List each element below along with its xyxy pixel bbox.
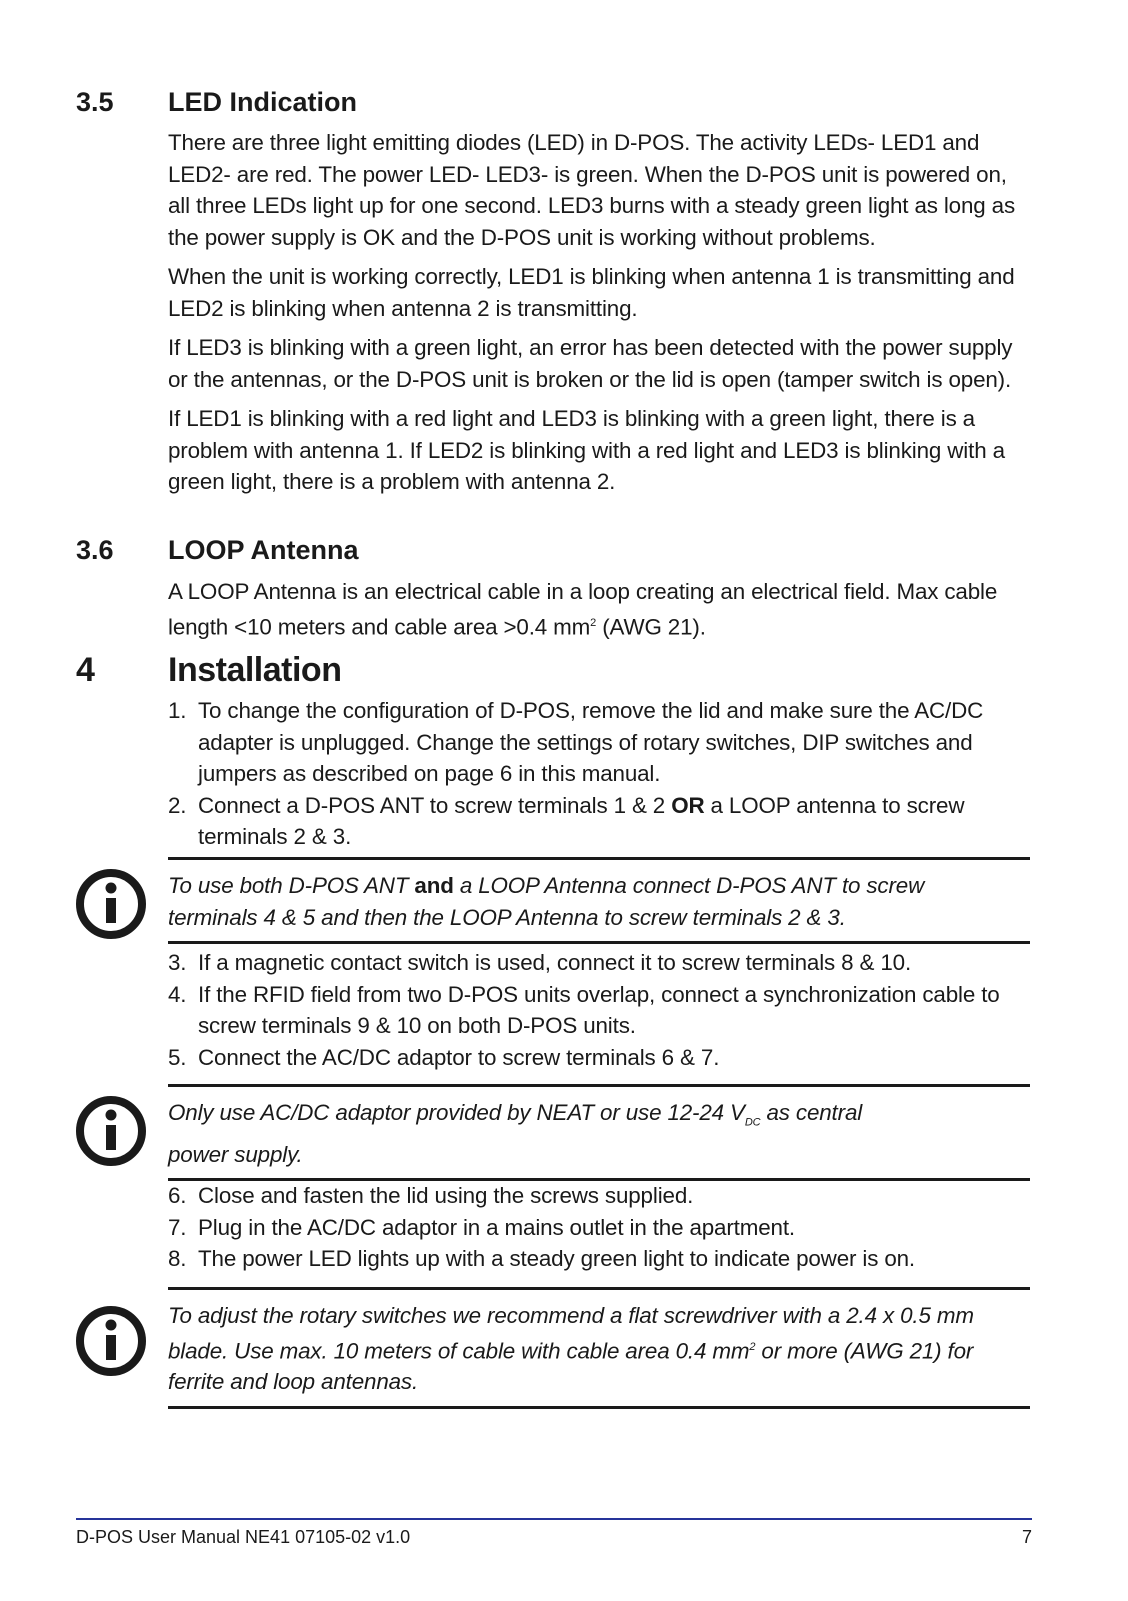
page-number: 7 xyxy=(1021,1527,1032,1547)
info-icon xyxy=(74,867,148,941)
text-part: a LOOP antenna to screw terminals 2 & 3. xyxy=(198,792,965,849)
list-item xyxy=(168,1180,1034,1212)
text-part: To use both D-POS ANT xyxy=(168,873,415,898)
step-text: Connect the AC/DC adaptor to screw terminals 6 & 7. xyxy=(198,1044,720,1070)
loop-antenna-body xyxy=(168,576,1034,650)
step-text: If a magnetic contact switch is used, connect it to screw terminals 8 & 10. xyxy=(198,950,912,975)
step-number: 5. xyxy=(168,1044,187,1070)
step-number: 4. xyxy=(168,981,187,1007)
step-text: Plug in the AC/DC adaptor in a mains outlet in the apartment. xyxy=(198,1214,795,1240)
info-icon xyxy=(74,1094,148,1168)
note-box xyxy=(168,1084,1030,1181)
list-item xyxy=(168,1243,1034,1275)
text-part: Only use AC/DC adaptor provided by NEAT or use 12-24 V xyxy=(168,1100,745,1125)
led-indication-body xyxy=(168,127,1034,506)
text-part: A LOOP Antenna is an electrical cable in a loop creating an electrical field. Max cable length <10 meters and cable area >0.4 mm xyxy=(168,579,998,639)
section-number: 4 xyxy=(76,651,95,689)
superscript: 2 xyxy=(749,1340,756,1353)
note-text xyxy=(168,1087,908,1178)
footer-rule xyxy=(76,1518,1032,1520)
section-number: 3.6 xyxy=(76,535,114,565)
bold-text: OR xyxy=(671,792,705,818)
list-item xyxy=(168,1042,1034,1074)
step-text: To change the configuration of D-POS, remove the lid and make sure the AC/DC adapter is unplugged. Change the settings of rotary switches, DIP switches and jumpers as described on page 6 in this manual. xyxy=(198,698,984,786)
step-number: 6. xyxy=(168,1183,187,1208)
step-text: Close and fasten the lid using the screws supplied. xyxy=(198,1183,694,1208)
list-item xyxy=(168,695,1034,790)
paragraph: If LED1 is blinking with a red light and LED3 is blinking with a green light, there is a problem with antenna 1. If LED2 is blinking with a red light and LED3 is blinking with a green light, there is a problem with antenna 2. xyxy=(168,406,1005,494)
bold-text: and xyxy=(414,873,454,898)
text-part: as central power supply. xyxy=(168,1100,863,1167)
step-text: If the RFID field from two D-POS units overlap, connect a synchronization cable to screw terminals 9 & 10 on both D-POS units. xyxy=(198,981,1000,1038)
note-box xyxy=(168,857,1030,944)
footer-document-id: D-POS User Manual NE41 07105-02 v1.0 xyxy=(76,1527,411,1547)
paragraph: When the unit is working correctly, LED1 is blinking when antenna 1 is transmitting and LED2 is blinking when antenna 2 is transmitting. xyxy=(168,264,1015,321)
list-item xyxy=(168,947,1034,979)
installation-steps-6-8 xyxy=(168,1180,1034,1275)
step-number: 3. xyxy=(168,950,187,975)
step-text xyxy=(198,790,1034,853)
text-part: or more (AWG 21) for ferrite and loop antennas. xyxy=(168,1337,974,1395)
superscript: 2 xyxy=(590,616,597,629)
note-box xyxy=(168,1287,1030,1409)
paragraph: If LED3 is blinking with a green light, an error has been detected with the power supply or the antennas, or the D-POS unit is broken or the lid is open (tamper switch is open). xyxy=(168,335,1013,392)
step-number: 2. xyxy=(168,792,187,818)
step-number: 7. xyxy=(168,1214,187,1240)
step-number: 8. xyxy=(168,1246,187,1271)
section-title: Installation xyxy=(168,651,342,689)
list-item xyxy=(168,790,1034,853)
installation-steps-3-5 xyxy=(168,947,1034,1073)
paragraph: There are three light emitting diodes (LED) in D-POS. The activity LEDs- LED1 and LED2- are red. The power LED- LED3- is green. When the D-POS unit is powered on, all three LEDs light up for one second. LED3 burns with a steady green light as long as the power supply is OK and the D-POS unit is working without problems. xyxy=(168,130,1016,250)
text-part: (AWG 21). xyxy=(596,613,706,639)
step-number: 1. xyxy=(168,698,187,723)
paragraph xyxy=(168,576,1034,642)
section-title: LOOP Antenna xyxy=(168,535,359,565)
text-part: To adjust the rotary switches we recommend a flat screwdriver with a 2.4 x 0.5 mm blade. Use max. 10 meters of cable with cable area 0.4 mm xyxy=(168,1303,974,1363)
note-text xyxy=(168,1290,1008,1406)
list-item xyxy=(168,979,1034,1042)
installation-steps-1-2 xyxy=(168,695,1034,853)
section-title: LED Indication xyxy=(168,87,357,117)
text-part: a LOOP Antenna connect D-POS ANT to screw terminals 4 & 5 and then the LOOP Antenna to screw terminals 2 & 3. xyxy=(168,873,925,930)
section-number: 3.5 xyxy=(76,87,114,117)
subscript: DC xyxy=(744,1116,761,1129)
text-part: Connect a D-POS ANT to screw terminals 1 & 2 xyxy=(198,792,672,818)
note-text xyxy=(168,860,1008,941)
info-icon xyxy=(74,1304,148,1378)
step-text: The power LED lights up with a steady green light to indicate power is on. xyxy=(198,1246,916,1271)
list-item xyxy=(168,1212,1034,1244)
